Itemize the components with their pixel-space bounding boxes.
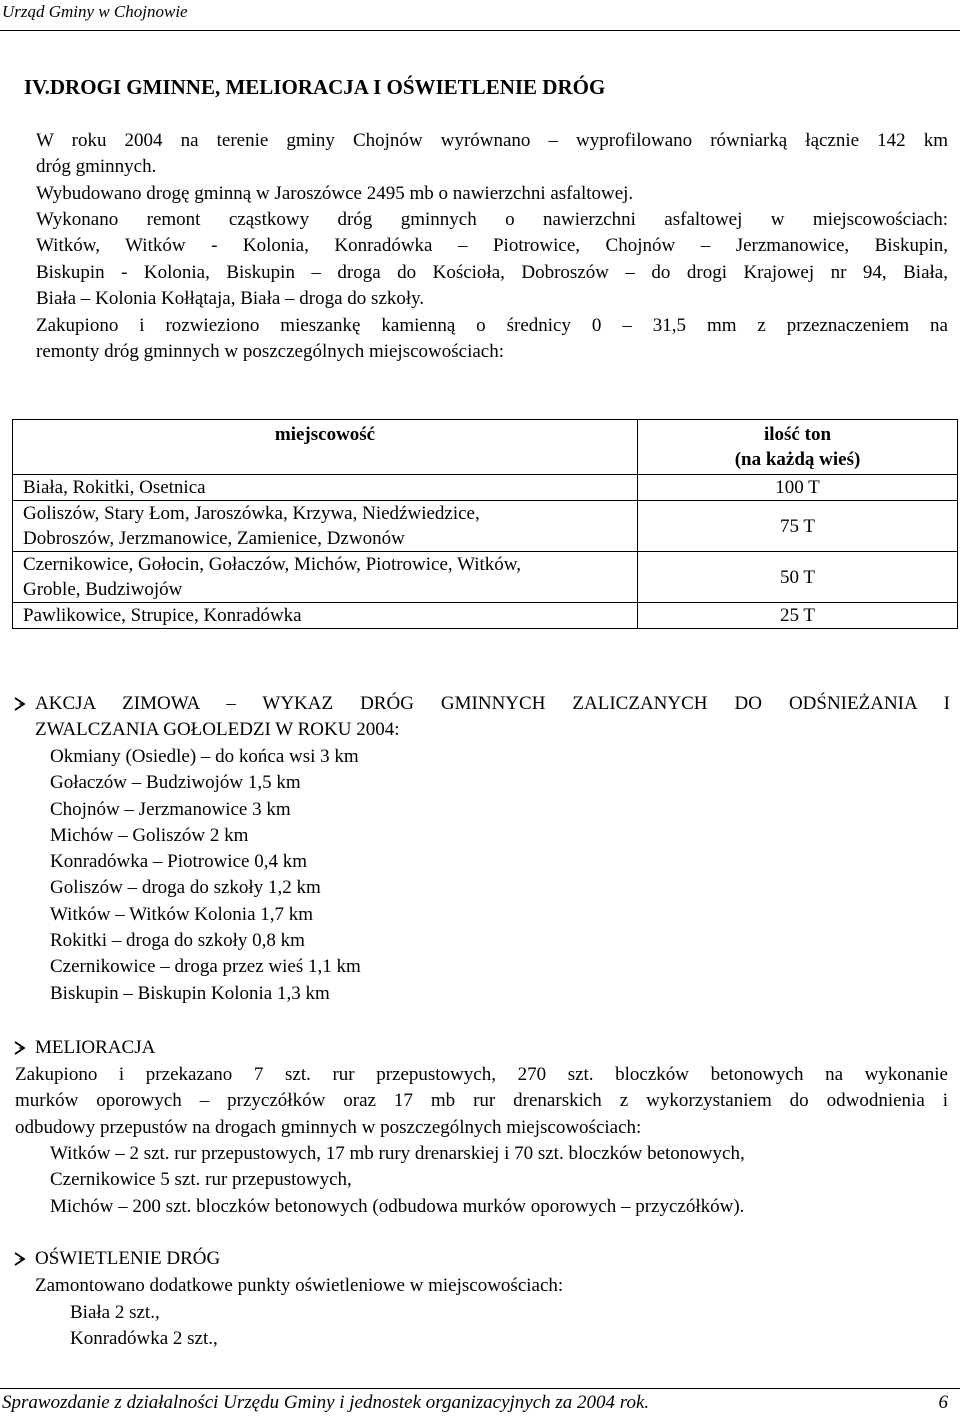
list-item: Michów – Goliszów 2 km (50, 824, 249, 846)
row-amount: 25 T (638, 603, 958, 629)
text-line: Witków, Witków - Kolonia, Konradówka – Piotrowice, Chojnów – Jerzmanowice, Biskupin, (36, 235, 948, 257)
melioration-title: MELIORACJA (35, 1037, 156, 1058)
paragraph-gravel (36, 313, 948, 366)
place-line: Pawlikowice, Strupice, Konradówka (23, 605, 302, 626)
list-item: Czernikowice – droga przez wieś 1,1 km (50, 956, 361, 978)
lighting-section (0, 1246, 960, 1356)
list-item: Biskupin – Biskupin Kolonia 1,3 km (50, 982, 330, 1004)
melioration-text (15, 1062, 948, 1141)
header-amount-line-1: ilość ton (763, 424, 832, 445)
row-places (13, 475, 638, 501)
row-amount: 100 T (638, 475, 958, 501)
header-amount-line-2: (na każdą wieś) (734, 449, 861, 470)
winter-road-list (50, 744, 361, 1007)
table-row (13, 603, 958, 629)
text-line: odbudowy przepustów na drogach gminnych w poszczególnych miejscowościach: (15, 1116, 642, 1138)
lighting-items (70, 1300, 218, 1353)
arrow-bullet-icon (10, 1246, 34, 1272)
winter-title-line-2: ZWALCZANIA GOŁOLEDZI W ROKU 2004: (35, 719, 400, 740)
text-line: remonty dróg gminnych w poszczególnych miejscowościach: (36, 341, 505, 363)
paragraph-repairs (36, 207, 948, 312)
melioration-items (50, 1141, 745, 1220)
header-amount (638, 420, 958, 475)
place-line: Biała, Rokitki, Osetnica (23, 477, 206, 498)
place-line: Czernikowice, Gołocin, Gołaczów, Michów, Piotrowice, Witków, (23, 554, 522, 575)
page-header: Urząd Gminy w Chojnowie (2, 2, 188, 21)
footer-text: Sprawozdanie z działalności Urzędu Gminy i jednostek organizacyjnych za 2004 rok. (2, 1392, 650, 1413)
list-item: Michów – 200 szt. bloczków betonowych (odbudowa murków oporowych – przyczółków). (50, 1195, 745, 1217)
arrow-bullet-icon (10, 1035, 34, 1061)
text-line: Biskupin - Kolonia, Biskupin – droga do Kościoła, Dobroszów – do drogi Krajowej nr 94, Biała, (36, 261, 948, 283)
header-rule (0, 30, 960, 31)
text-line: Zakupiono i przekazano 7 szt. rur przepustowych, 270 szt. bloczków betonowych na wykonanie (15, 1064, 948, 1085)
gravel-table (12, 419, 958, 629)
list-item: Czernikowice 5 szt. rur przepustowych, (50, 1169, 352, 1191)
list-item: Konradówka – Piotrowice 0,4 km (50, 851, 307, 873)
paragraph-grading (36, 128, 948, 181)
list-item: Okmiany (Osiedle) – do końca wsi 3 km (50, 746, 359, 767)
page-number: 6 (938, 1392, 948, 1413)
list-item: Witków – Witków Kolonia 1,7 km (50, 903, 314, 925)
table-row (13, 501, 958, 552)
lighting-text: Zamontowano dodatkowe punkty oświetleniowe w miejscowościach: (35, 1275, 564, 1296)
winter-section (0, 691, 960, 1011)
paragraph-construction (36, 181, 948, 207)
text-line: W roku 2004 na terenie gminy Chojnów wyrównano – wyprofilowano równiarką łącznie 142 km (36, 130, 948, 151)
footer-rule (0, 1388, 960, 1389)
arrow-bullet-icon (10, 691, 34, 717)
row-places (13, 501, 638, 552)
place-line: Goliszów, Stary Łom, Jaroszówka, Krzywa, Niedźwiedzice, (23, 503, 480, 524)
list-item: Chojnów – Jerzmanowice 3 km (50, 798, 291, 820)
place-line: Groble, Budziwojów (23, 579, 183, 600)
text-line: Wykonano remont cząstkowy dróg gminnych o nawierzchni asfaltowej w miejscowościach: (36, 209, 948, 230)
list-item: Gołaczów – Budziwojów 1,5 km (50, 772, 301, 794)
page-footer (0, 1392, 960, 1416)
list-item: Rokitki – droga do szkoły 0,8 km (50, 930, 305, 952)
text-line: dróg gminnych. (36, 156, 157, 178)
row-amount: 50 T (638, 552, 958, 603)
row-amount: 75 T (638, 501, 958, 552)
place-line: Dobroszów, Jerzmanowice, Zamienice, Dzwonów (23, 528, 405, 549)
list-item: Biała 2 szt., (70, 1302, 160, 1323)
row-places (13, 552, 638, 603)
row-places (13, 603, 638, 629)
text-line: Zakupiono i rozwieziono mieszankę kamienną o średnicy 0 – 31,5 mm z przeznaczeniem na (36, 315, 948, 336)
list-item: Goliszów – droga do szkoły 1,2 km (50, 877, 321, 899)
list-item: Witków – 2 szt. rur przepustowych, 17 mb rury drenarskiej i 70 szt. bloczków betonowych, (50, 1143, 745, 1164)
table-header-row (13, 420, 958, 475)
text-line: murków oporowych – przyczółków oraz 17 mb rur drenarskich z wykorzystaniem do odwodnienia i (15, 1090, 948, 1112)
text-line: Wybudowano drogę gminną w Jaroszówce 2495 mb o nawierzchni asfaltowej. (36, 183, 634, 204)
list-item: Konradówka 2 szt., (70, 1328, 218, 1350)
lighting-title: OŚWIETLENIE DRÓG (35, 1248, 221, 1269)
section-title: IV.DROGI GMINNE, MELIORACJA I OŚWIETLENIE DRÓG (24, 75, 606, 99)
table-row (13, 475, 958, 501)
melioration-section (0, 1035, 960, 1225)
winter-title-line-1: AKCJA ZIMOWA – WYKAZ DRÓG GMINNYCH ZALICZANYCH DO ODŚNIEŻANIA I (35, 693, 950, 714)
table-row (13, 552, 958, 603)
text-line: Biała – Kolonia Kołłątaja, Biała – droga do szkoły. (36, 287, 425, 309)
header-place: miejscowość (13, 420, 638, 475)
